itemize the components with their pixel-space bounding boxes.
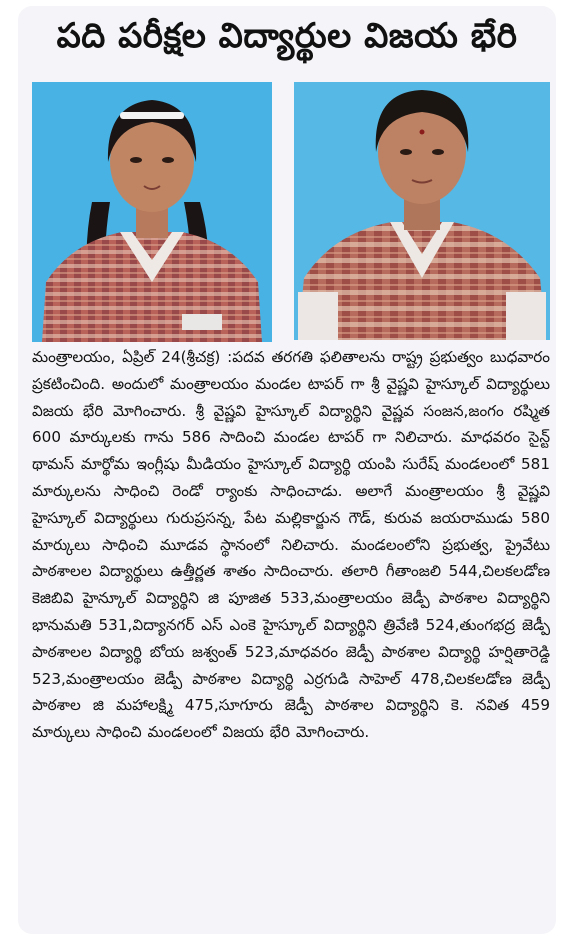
student-photo-left [32,82,272,342]
student-photo-right [294,82,550,340]
headline: పది పరీక్షల విద్యార్థుల విజయ భేరి [56,16,518,56]
article-body: మంత్రాలయం, ఏప్రిల్ 24(శ్రీచక్ర) :పదవ తరగతి ఫలితాలను రాష్ట్ర ప్రభుత్వం బుధవారం ప్రకటించింది. అందులో మంత్రాలయం మండల టాపర్ గా శ్రీ వైష్ణవి హైస్కూల్ విద్యార్థులు విజయ భేరి మోగించారు. శ్రీ వైష్ణవి హైస్కూల్ విద్యార్థిని వైష్ణవ సంజన,జంగం రష్మిత 600 మార్కులకు గాను 586 సాదించి మండల టాపర్ గా నిలిచారు. మాధవరం సైన్ట్ థామస్ మార్థోమ ఇంగ్లీషు మీడియం హైస్కూల్ విద్యార్థి యంపి సురేష్ మండలంలో 581 మార్కులను సాధించి రెండో ర్యాంకు సాధించాడు. అలాగే మంత్రాలయం శ్రీ వైష్ణవి హైస్కూల్ విద్యార్థులు గురుప్రసన్న, పేట మల్లికార్జున గౌడ్, కురువ జయరాముడు 580 మార్కులు సాధించి మూడవ స్థానంలో నిలిచారు. మండలంలోని ప్రభుత్వ, ప్రైవేటు పాఠశాలల విద్యార్థులు ఉత్తీర్ణత శాతం సాదించారు. తలారి గీతాంజలి 544,చిలకలడోణ కెజిబివి హైన్కూల్ విద్యార్థిని జి పూజిత 533,మంత్రాలయం జెడ్పీ పాఠశాల విద్యార్థిని భానుమతి 531,విద్యానగర్ ఎస్ ఎంకె హైస్కూల్ విద్యార్థిని త్రివేణి 524,తుంగభద్ర జెడ్పీ పాఠశాలల విద్యార్థి బోయ జశ్వంత్ 523,మాధవరం జెడ్పీ పాఠశాల విద్యార్థి హర్షితారెడ్డి 523,మంత్రాలయం జెడ్పీ పాఠశాల విద్యార్థి ఎర్రగుడి సాహెల్ 478,చిలకలడోణ జెడ్పీ పాఠశాల జి మహాలక్ష్మి 475,సూగూరు జెడ్పీ పాఠశాల విద్యార్థిని కె. నవిత 459 మార్కులు సాధించి మండలంలో విజయ భేరి మోగించారు. [32,348,550,742]
student-photo-left-graphic [32,82,272,342]
news-clipping [18,6,556,934]
student-photo-right-graphic [294,82,550,340]
